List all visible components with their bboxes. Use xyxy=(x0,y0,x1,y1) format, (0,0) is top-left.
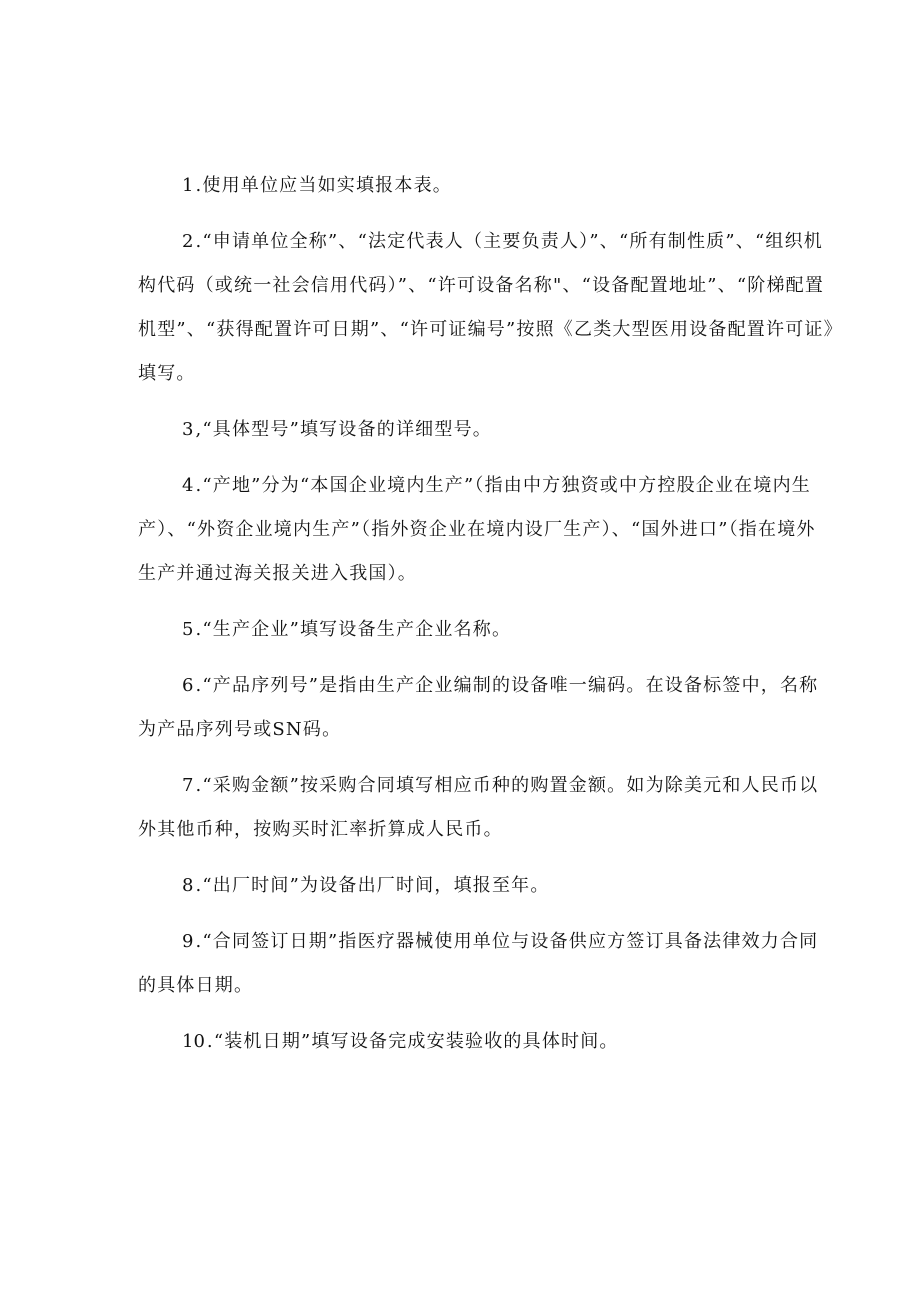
instruction-item-8 xyxy=(138,864,834,908)
instruction-item-4 xyxy=(138,464,834,596)
item-number: 10 xyxy=(182,1031,205,1052)
item-number: 5 xyxy=(182,619,194,640)
item-number: 3 xyxy=(182,419,194,440)
item-text: .“采购金额”按采购合同填写相应币种的购置金额。如为除美元和人民币以外其他币种，按购买时汇率折算成人民币。 xyxy=(138,775,819,840)
item-text: .使用单位应当如实填报本表。 xyxy=(195,175,452,196)
instructions-body xyxy=(138,164,834,1076)
item-text: .“装机日期”填写设备完成安装验收的具体时间。 xyxy=(206,1031,619,1052)
item-text: .“申请单位全称”、“法定代表人（主要负责人）”、“所有制性质”、“组织机构代码（或统一社会信用代码）”、“许可设备名称"、“设备配置地址”、“阶梯配置机型”、“获得配置许可日期”、“许可证编号”按照《乙类大型医用设备配置许可证》填写。 xyxy=(138,231,834,384)
instruction-item-3 xyxy=(138,408,834,452)
instruction-item-2 xyxy=(138,220,834,396)
instruction-item-7 xyxy=(138,764,834,852)
instruction-item-5 xyxy=(138,608,834,652)
item-number: 9 xyxy=(182,931,194,952)
item-text: .“出厂时间”为设备出厂时间，填报至年。 xyxy=(195,875,550,896)
item-text: .“产品序列号”是指由生产企业编制的设备唯一编码。在设备标签中，名称为产品序列号或SN码。 xyxy=(138,675,819,740)
item-number: 6 xyxy=(182,675,194,696)
item-text: .“合同签订日期”指医疗器械使用单位与设备供应方签订具备法律效力合同的具体日期。 xyxy=(138,931,819,996)
instruction-item-10 xyxy=(138,1020,834,1064)
item-text: ,“具体型号”填写设备的详细型号。 xyxy=(195,419,492,440)
item-text: .“产地”分为“本国企业境内生产”（指由中方独资或中方控股企业在境内生产）、“外资企业境内生产”（指外资企业在境内设厂生产）、“国外进口”（指在境外生产并通过海关报关进入我国）。 xyxy=(138,475,816,584)
item-number: 8 xyxy=(182,875,194,896)
item-number: 1 xyxy=(182,175,194,196)
item-number: 7 xyxy=(182,775,194,796)
item-number: 4 xyxy=(182,475,194,496)
item-number: 2 xyxy=(182,231,194,252)
instruction-item-6 xyxy=(138,664,834,752)
instruction-item-9 xyxy=(138,920,834,1008)
instruction-item-1 xyxy=(138,164,834,208)
item-text: .“生产企业”填写设备生产企业名称。 xyxy=(195,619,512,640)
